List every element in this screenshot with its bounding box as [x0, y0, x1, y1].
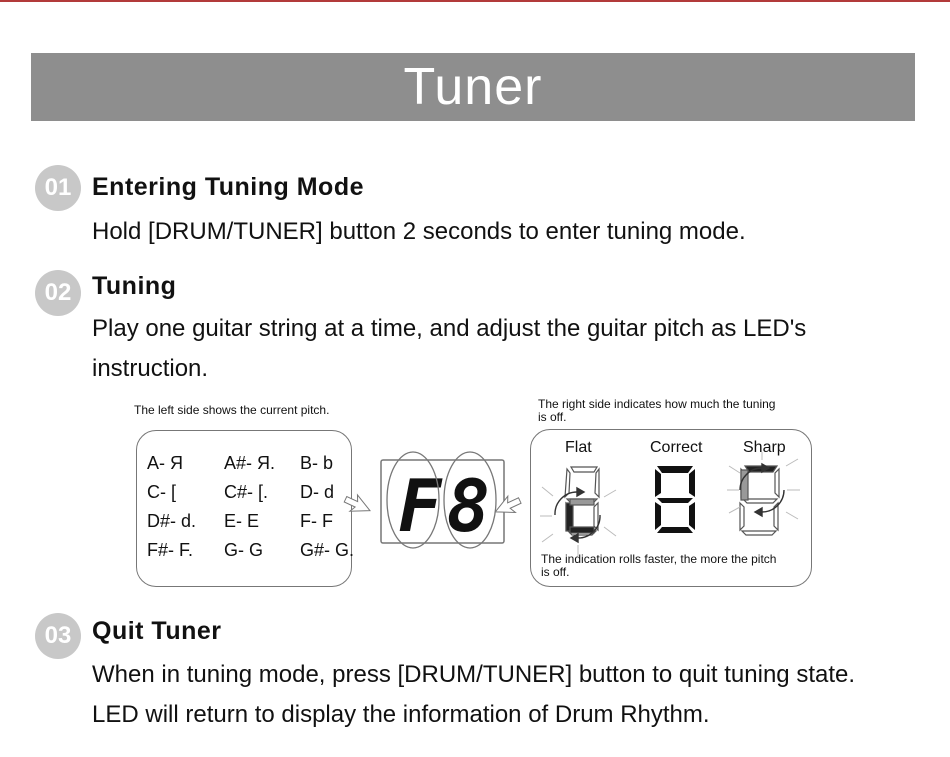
section-text-quit — [92, 655, 942, 735]
step-badge-02: 02 — [35, 270, 81, 316]
text-line: instruction. — [92, 355, 209, 382]
text-line: When in tuning mode, press [DRUM/TUNER] button to quit tuning state. — [92, 661, 856, 688]
bottom-note-line: is off. — [541, 565, 570, 579]
pitch-item: G- G — [224, 540, 263, 560]
right-note-line: is off. — [538, 410, 567, 424]
section-title-quit-tuner: Quit Tuner — [92, 617, 222, 645]
page-title: Tuner — [403, 58, 543, 116]
pitch-item: C#- [. — [224, 482, 269, 502]
step-badge-01: 01 — [35, 165, 81, 211]
pitch-item: F- F — [300, 511, 333, 531]
sharp-indicator-icon — [740, 466, 779, 535]
arrow-left-icon — [342, 491, 374, 519]
correct-label: Correct — [650, 439, 703, 456]
led-display-text: F8 — [398, 464, 490, 548]
text-line: LED will return to display the information of Drum Rhythm. — [92, 701, 710, 728]
pitch-item: D- d — [300, 482, 335, 502]
pitch-item: G#- G. — [300, 540, 355, 560]
pitch-item: C- [ — [147, 482, 176, 502]
flat-ray-lines-icon — [540, 487, 616, 556]
flat-label: Flat — [565, 439, 592, 456]
step-badge-03: 03 — [35, 613, 81, 659]
flat-indicator-icon — [565, 467, 599, 535]
sharp-label: Sharp — [743, 439, 786, 456]
pitch-item: A#- Я. — [224, 453, 276, 473]
section-title-tuning: Tuning — [92, 272, 177, 300]
left-note: The left side shows the current pitch. — [134, 403, 330, 417]
right-note-line: The right side indicates how much the tuning — [538, 397, 776, 411]
pitch-item: B- b — [300, 453, 334, 473]
pitch-item: D#- d. — [147, 511, 197, 531]
pitch-item: A- Я — [147, 453, 183, 473]
sharp-ray-lines-icon — [727, 452, 800, 519]
text-line: Play one guitar string at a time, and adjust the guitar pitch as LED's — [92, 315, 807, 342]
bottom-note-line: The indication rolls faster, the more the pitch — [541, 552, 777, 566]
pitch-item: F#- F. — [147, 540, 194, 560]
text-line: Hold [DRUM/TUNER] button 2 seconds to enter tuning mode. — [92, 218, 746, 245]
pitch-item: E- E — [224, 511, 260, 531]
section-title-entering-tuning-mode: Entering Tuning Mode — [92, 173, 364, 201]
correct-indicator-icon — [655, 466, 695, 533]
